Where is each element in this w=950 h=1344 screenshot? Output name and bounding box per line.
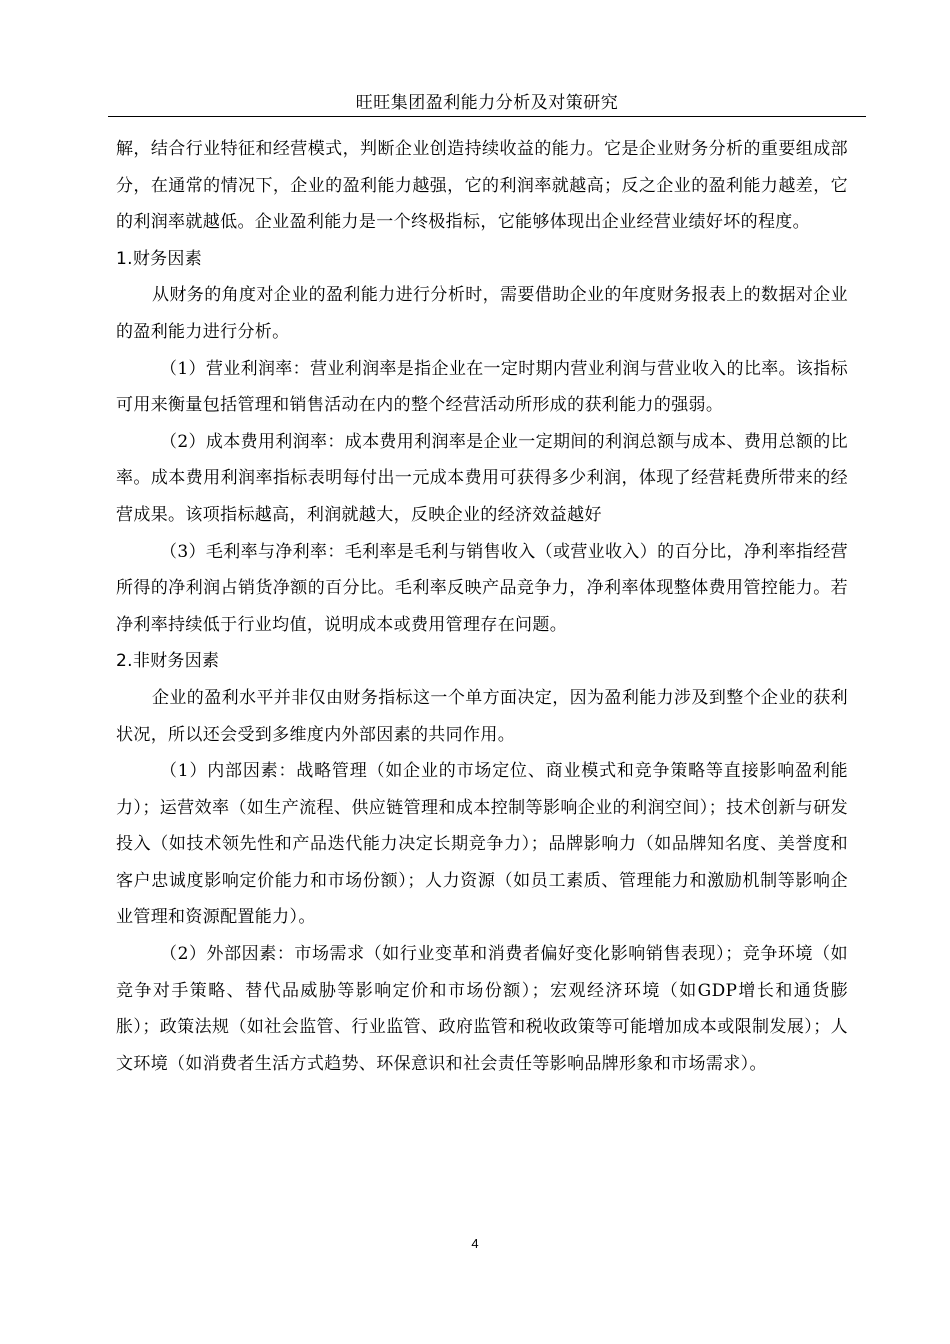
cost-profit-ratio-paragraph: （2）成本费用利润率：成本费用利润率是企业一定期间的利润总额与成本、费用总额的比率。成本费用利润率指标表明每付出一元成本费用可获得多少利润，体现了经营耗费所带来的经营成果。该项指标越高，利润就越大，反映企业的经济效益越好 [116,431,848,525]
section-heading-nonfinancial: 2.非财务因素 [116,651,220,672]
nonfinancial-intro-paragraph: 企业的盈利水平并非仅由财务指标这一个单方面决定，因为盈利能力涉及到整个企业的获利状况，所以还会受到多维度内外部因素的共同作用。 [116,687,848,745]
document-body [116,131,848,1082]
gross-net-margin-paragraph: （3）毛利率与净利率：毛利率是毛利与销售收入（或营业收入）的百分比，净利率指经营所得的净利润占销货净额的百分比。毛利率反映产品竞争力，净利率体现整体费用管控能力。若净利率持续低于行业均值，说明成本或费用管理存在问题。 [116,541,848,635]
internal-factors-paragraph: （1）内部因素：战略管理（如企业的市场定位、商业模式和竞争策略等直接影响盈利能力）；运营效率（如生产流程、供应链管理和成本控制等影响企业的利润空间）；技术创新与研发投入（如技术领先性和产品迭代能力决定长期竞争力）；品牌影响力（如品牌知名度、美誉度和客户忠诚度影响定价能力和市场份额）；人力资源（如员工素质、管理能力和激励机制等影响企业管理和资源配置能力）。 [116,761,848,928]
operating-margin-paragraph: （1）营业利润率：营业利润率是指企业在一定时期内营业利润与营业收入的比率。该指标可用来衡量包括管理和销售活动在内的整个经营活动所形成的获利能力的强弱。 [116,358,848,416]
section-heading-financial: 1.财务因素 [116,248,203,269]
page-number: 4 [471,1236,479,1251]
running-header: 旺旺集团盈利能力分析及对策研究 [355,93,619,113]
header-divider [108,116,866,117]
external-factors-paragraph: （2）外部因素：市场需求（如行业变革和消费者偏好变化影响销售表现）；竞争环境（如竞争对手策略、替代品威胁等影响定价和市场份额）；宏观经济环境（如GDP增长和通货膨胀）；政策法规（如社会监管、行业监管、政府监管和税收政策等可能增加成本或限制发展）；人文环境（如消费者生活方式趋势、环保意识和社会责任等影响品牌形象和市场需求）。 [116,944,848,1074]
intro-paragraph: 解，结合行业特征和经营模式，判断企业创造持续收益的能力。它是企业财务分析的重要组成部分，在通常的情况下，企业的盈利能力越强，它的利润率就越高；反之企业的盈利能力越差，它的利润率就越低。企业盈利能力是一个终极指标，它能够体现出企业经营业绩好坏的程度。 [116,139,848,233]
financial-intro-paragraph: 从财务的角度对企业的盈利能力进行分析时，需要借助企业的年度财务报表上的数据对企业的盈利能力进行分析。 [116,285,848,342]
